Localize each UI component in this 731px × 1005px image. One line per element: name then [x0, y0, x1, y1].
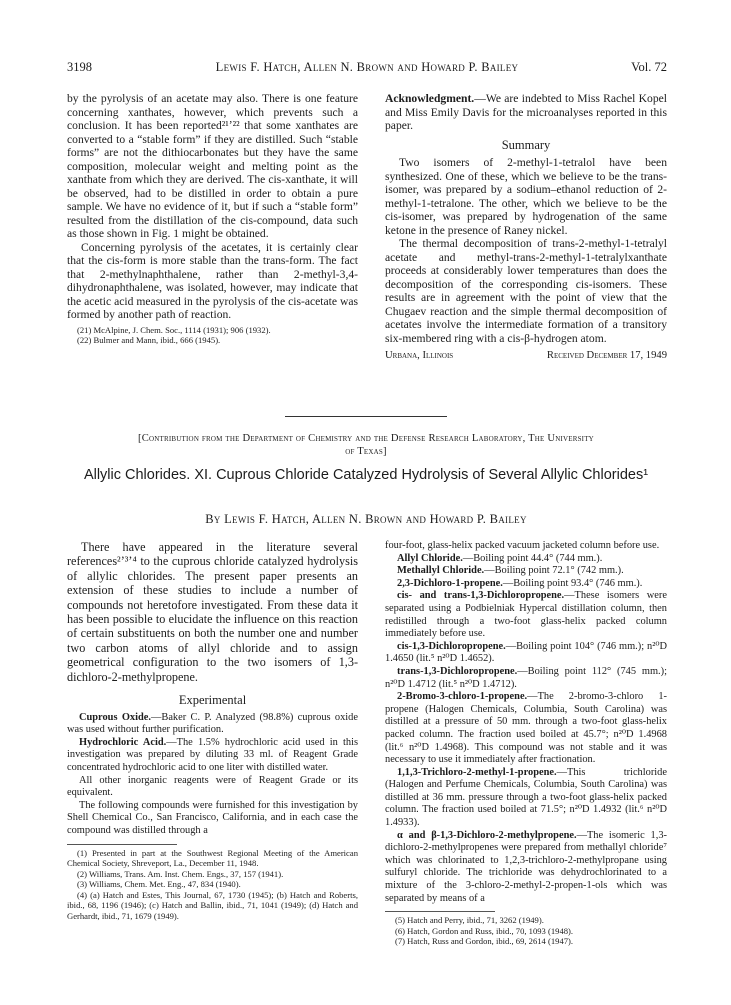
footnote: (21) McAlpine, J. Chem. Soc., 1114 (1931); 906 (1932). [77, 324, 271, 335]
footnote: (7) Hatch, Russ and Gordon, ibid., 69, 2614 (1947). [395, 936, 574, 947]
acknowledgment-heading: Acknowledgment. [385, 92, 475, 105]
footnote-rule [67, 844, 177, 845]
page-number: 3198 [67, 60, 92, 74]
exp-paragraph: α and β-1,3-Dichloro-2-methylpropene.—The isomeric 1,3-dichloro-2-methylpropenes were prepared from methallyl chloride⁷ which was chlorinated to 1,2,3-trichloro-2-methylpropane using sulfuryl chloride. The trichloride was dehydrochlorinated to a mixture of the 3-chloro-2-methyl-2-propen-1-ols which was separated by means of a [385, 829, 667, 904]
footnote: (4) (a) Hatch and Estes, This Journal, 67, 1730 (1945); (b) Hatch and Roberts, ibid., 68, 1196 (1946); (c) Hatch and Ballin, ibid., 71, 1041 (1949); (d) Hatch and Gerhardt, ibid., 71, 1679 (1949). [67, 889, 358, 922]
exp-paragraph: All other inorganic reagents were of Reagent Grade or its equivalent. [67, 774, 358, 799]
exp-paragraph: cis-1,3-Dichloropropene.—Boiling point 104° (746 mm.); n²⁰D 1.4650 (lit.⁵ n²⁰D 1.4652). [385, 640, 667, 665]
exp-paragraph: four-foot, glass-helix packed vacuum jacketed column before use. [385, 540, 660, 551]
received-line [385, 349, 667, 363]
volume-label: Vol. 72 [631, 60, 667, 74]
experimental-heading: Experimental [178, 693, 247, 708]
summary-heading: Summary [501, 137, 551, 152]
exp-paragraph: Hydrochloric Acid.—The 1.5% hydrochloric acid used in this investigation was prepared by diluting 33 ml. of Reagent Grade concentrated hydrochloric acid to one liter with distilled water. [67, 736, 359, 773]
summary-paragraph: The thermal decomposition of trans-2-methyl-1-tetralyl acetate and methyl-trans-2-methyl-1-tetralylxanthate proceeds at considerably lower temperatures than does the decomposition of the corresponding cis-isomers. These results are in agreement with the point of view that the Chugaev reaction and the simple thermal decomposition of acetates involve the intermediate formation of a transitory six-membered ring with a cis-β-hydrogen atom. [385, 237, 667, 345]
prev-article-right-column [385, 92, 667, 363]
body-paragraph: Concerning pyrolysis of the acetates, it is certainly clear that the cis-form is more stable than the trans-form. The fact that 2-methylnaphthalene, rather than 2-methyl-3,4-dihydronaphthalene, was isolated, however, may indicate that the acetic acid measured in the pyrolysis of the cis-acetate was formed by another path of reaction. [67, 240, 358, 321]
body-paragraph: by the pyrolysis of an acetate may also. There is one feature concerning xanthates, however, which prevents such a conclusion. It has been reported²¹ʼ²² that some xanthates are converted to a “stable form” if they are distilled. Such “stable forms” are not the dithiocarbonates but they have the same composition, molecular weight and melting point as the xanthate from which they are derived. The cis-xanthate, it will be observed, had to be distilled in order to obtain a pure sample. We have no evidence of it, but if such a “stable form” resulted from the distillation of the cis-compound, data such as those shown in Fig. 1 might be obtained. [67, 92, 358, 240]
place: Urbana, Illinois [385, 350, 454, 361]
acknowledgment [385, 92, 667, 133]
experimental-right [385, 540, 667, 905]
acknowledgment-text: —We are indebted to Miss Rachel Kopel and Miss Emily Davis for the microanalyses reported in this paper. [385, 92, 667, 132]
footnote: (5) Hatch and Perry, ibid., 71, 3262 (1949). [395, 915, 544, 926]
intro-paragraph: There have appeared in the literature several references²ʼ³ʼ⁴ to the cuprous chloride catalyzed hydrolysis of allylic chlorides. The present paper presents an extension of these studies to include a number of compounds not heretofore investigated. From these data it has been possible to elucidate the influence on this reaction of certain substituents on both the number one and number two carbon atoms of allyl chloride and to assign geometrical configuration to the two isomers of 1,3-dichloro-2-methylpropene. [67, 540, 358, 684]
article-right-column [385, 540, 667, 947]
exp-paragraph: 1,1,3-Trichloro-2-methyl-1-propene.—This trichloride (Halogen and Perfume Chemicals, Columbia, South Carolina) was distilled at 36 mm. pressure through a two-foot glass-helix packed column. The fraction used boiled at 71.5°; n²⁰D 1.4932 (lit.⁶ n²⁰D 1.4933). [385, 766, 667, 829]
prev-article-left-column [67, 92, 358, 346]
contribution-line: [Contribution from the Department of Chemistry and the Defense Research Laboratory, The University of Texas] [138, 433, 594, 457]
byline: By Lewis F. Hatch, Allen N. Brown and Howard P. Bailey [205, 512, 527, 526]
footnote: (2) Williams, Trans. Am. Inst. Chem. Engs., 37, 157 (1941). [77, 868, 284, 879]
footnote: (22) Bulmer and Mann, ibid., 666 (1945). [77, 335, 221, 346]
article-title: Allylic Chlorides. XI. Cuprous Chloride Catalyzed Hydrolysis of Several Allylic Chlorides¹ [83, 467, 649, 483]
exp-paragraph: Cuprous Oxide.—Baker C. P. Analyzed (98.8%) cuprous oxide was used without further purification. [67, 711, 358, 736]
exp-paragraph: trans-1,3-Dichloropropene.—Boiling point 112° (745 mm.); n²⁰D 1.4712 (lit.⁵ n²⁰D 1.4712). [385, 665, 667, 690]
article-divider [285, 416, 447, 417]
footnote: (6) Hatch, Gordon and Russ, ibid., 70, 1093 (1948). [395, 925, 574, 936]
exp-paragraph: Methallyl Chloride.—Boiling point 72.1° (742 mm.). [397, 565, 624, 577]
exp-paragraph: cis- and trans-1,3-Dichloropropene.—These isomers were separated using a Podbielniak Hypercal distillation column, then redistilled through a two-foot glass-helix packed column immediately before use. [385, 590, 667, 640]
exp-paragraph: 2,3-Dichloro-1-propene.—Boiling point 93.4° (746 mm.). [397, 577, 643, 589]
exp-paragraph: Allyl Chloride.—Boiling point 44.4° (744 mm.). [397, 552, 603, 564]
article-left-column [67, 540, 358, 922]
running-authors: Lewis F. Hatch, Allen N. Brown and Howard P. Bailey [215, 60, 519, 74]
exp-paragraph: 2-Bromo-3-chloro-1-propene.—The 2-bromo-3-chloro 1-propene (Halogen Chemicals, Columbia, South Carolina) was distilled at a pressure of 50 mm. through a two-foot glass-helix packed column. The fraction used boiled at 45.7°; n²⁰D 1.4968 (lit.⁶ n²⁰D 1.4968). This compound was not stable and it was necessary to use it immediately after fractionation. [385, 691, 667, 766]
footnotes [67, 325, 358, 346]
footnote-rule [385, 911, 495, 912]
footnotes-right [385, 915, 667, 947]
footnotes-left [67, 848, 358, 922]
experimental-left [67, 712, 358, 838]
footnote: (1) Presented in part at the Southwest Regional Meeting of the American Chemical Society, Shreveport, La., December 11, 1948. [67, 847, 358, 869]
exp-paragraph: The following compounds were furnished for this investigation by Shell Chemical Co., San Francisco, California, and in each case the compound was distilled through a [67, 799, 358, 836]
summary-paragraph: Two isomers of 2-methyl-1-tetralol have been synthesized. One of these, which we believe to be the trans-isomer, was prepared by a sodium–ethanol reduction of 2-methyl-1-tetralone. The other, which we believe to be the cis-isomer, was prepared by hydrogenation of the same ketone in the presence of Raney nickel. [385, 156, 667, 237]
received-date: Received December 17, 1949 [546, 350, 667, 361]
footnote: (3) Williams, Chem. Met. Eng., 47, 834 (1940). [77, 879, 241, 890]
